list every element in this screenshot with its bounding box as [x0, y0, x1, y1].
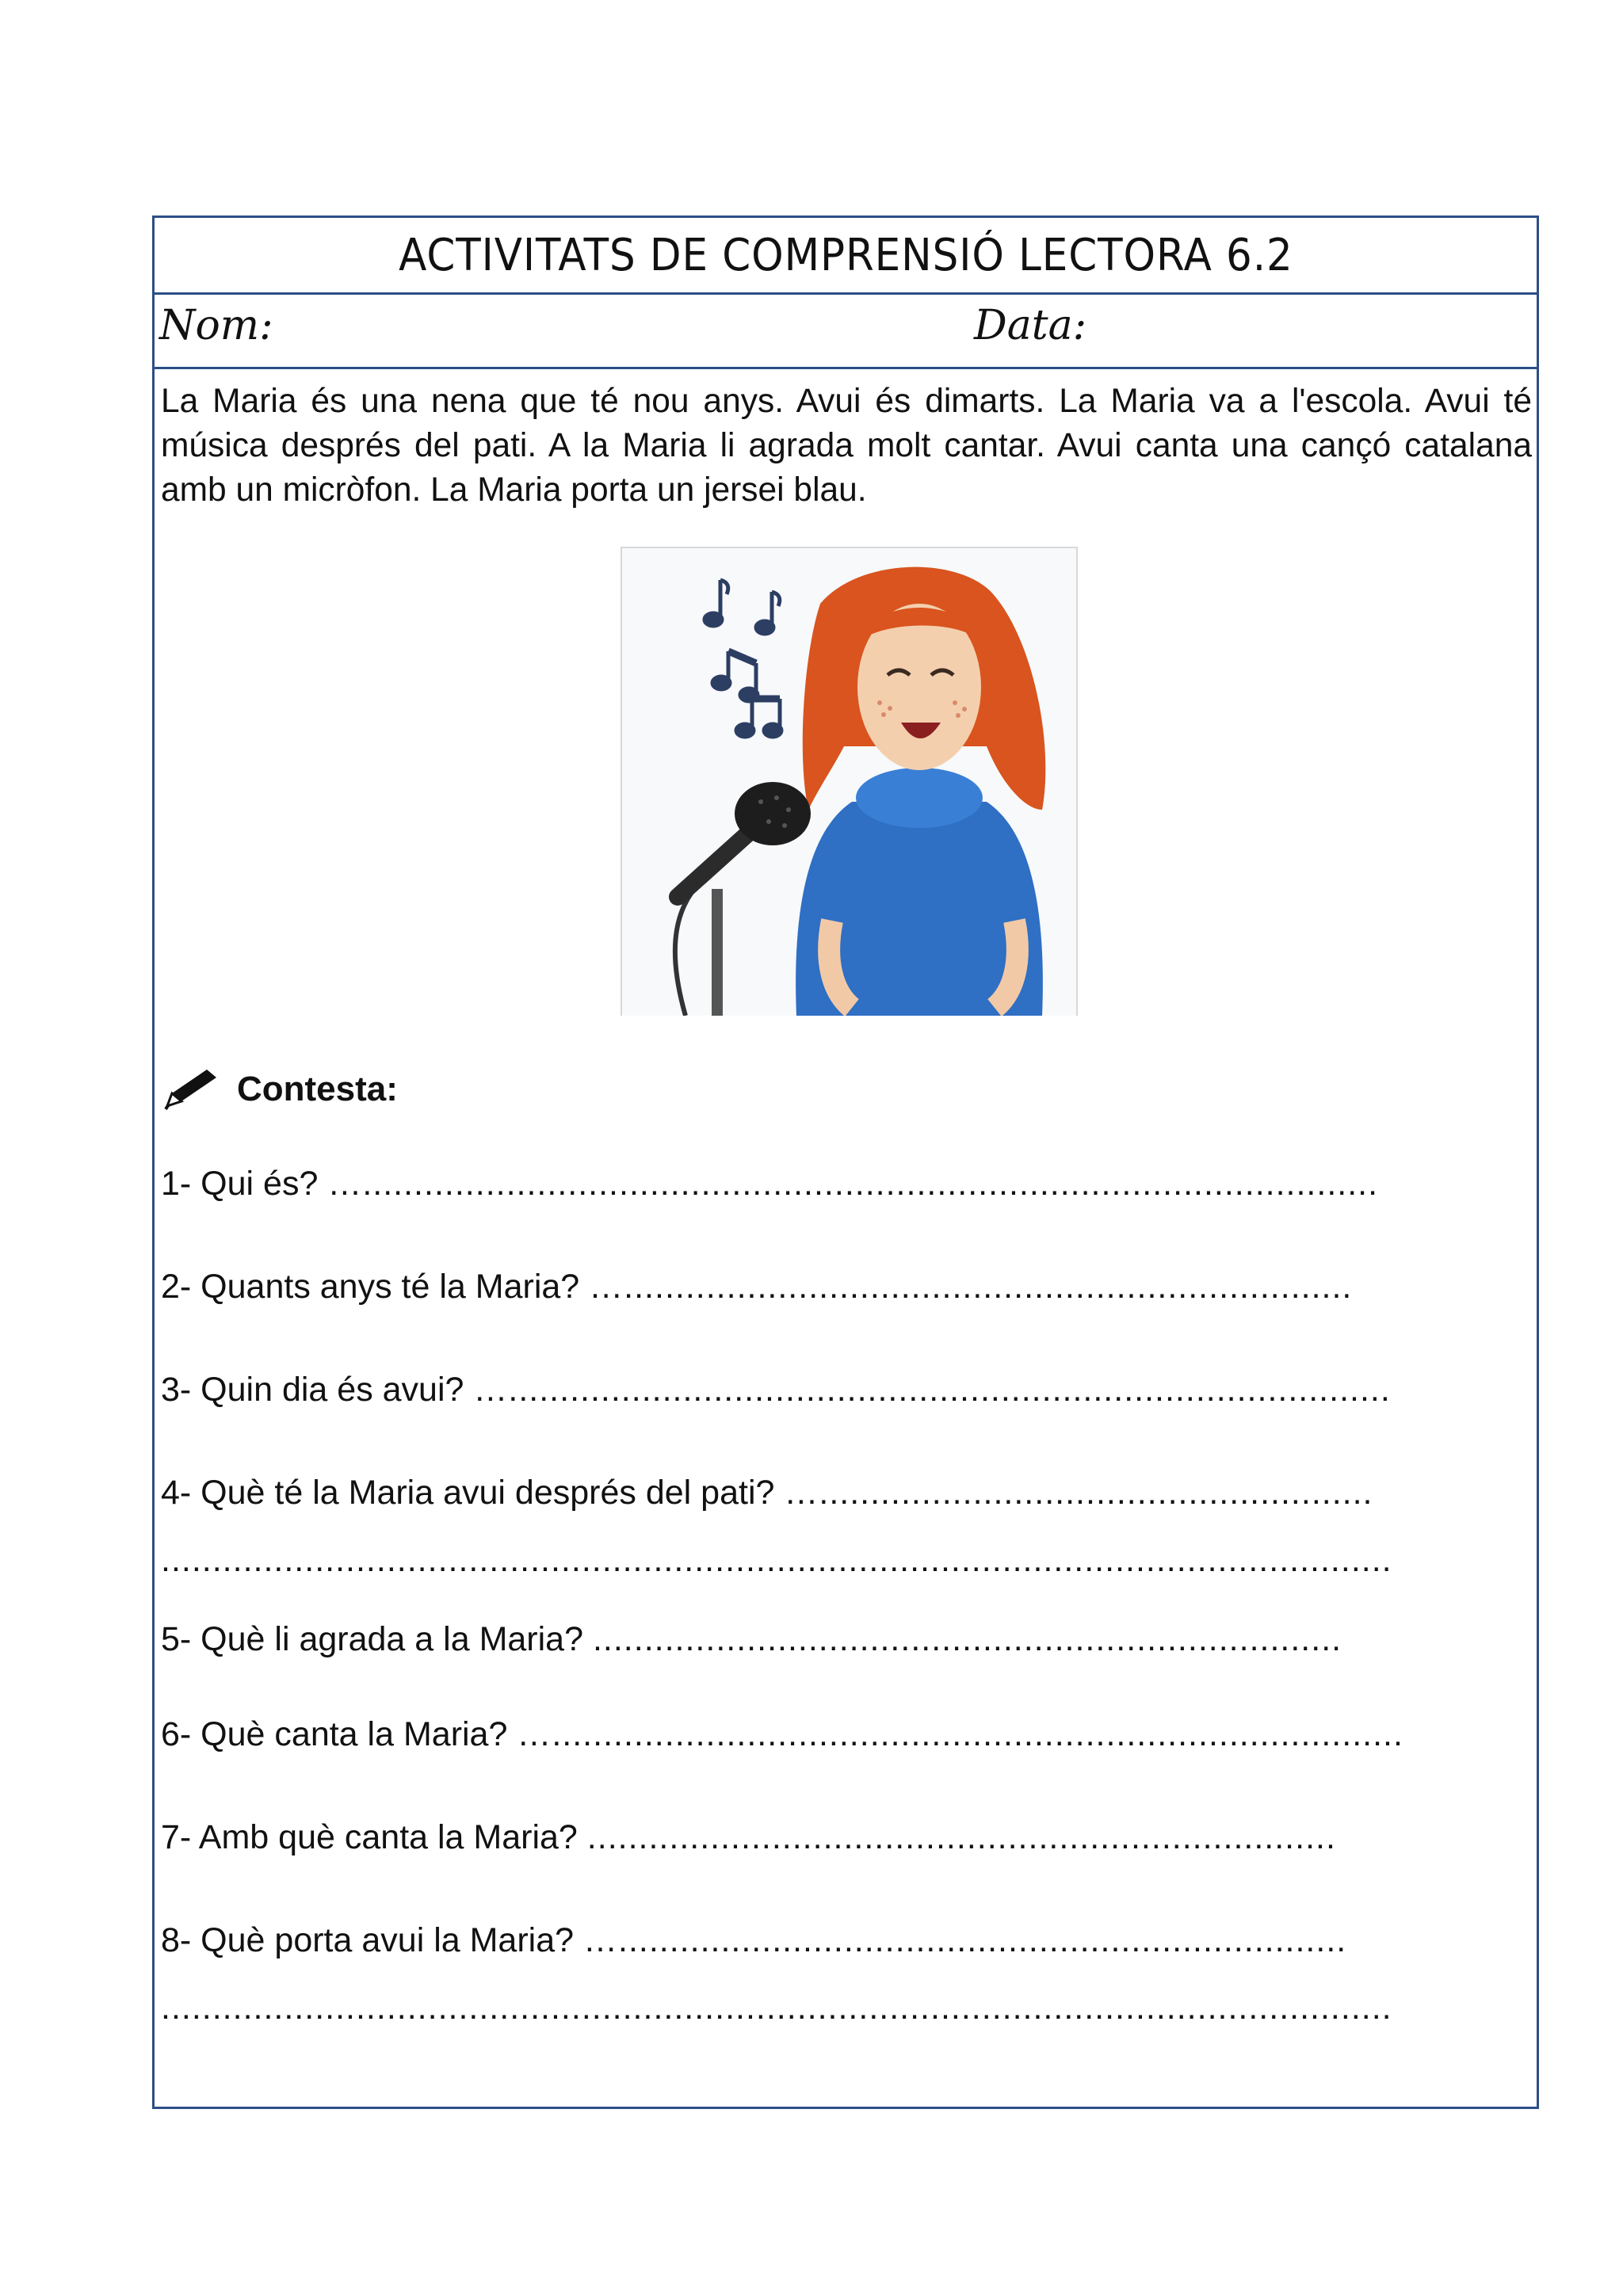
question-7: 7- Amb què canta la Maria? ......................................................................... — [161, 1818, 1336, 1856]
date-label: Data: — [974, 302, 1087, 349]
contesta-heading — [161, 1062, 398, 1117]
question-5: 5- Què li agrada a la Maria? ......................................................................... — [161, 1620, 1342, 1658]
music-notes-icon — [705, 580, 781, 737]
reading-passage: La Maria és una nena que té nou anys. Avui és dimarts. La Maria va a l'escola. Avui té música després del pati. A la Maria li agrada molt cantar. Avui canta una cançó catalana amb un micròfon. La Maria porta un jersei blau. — [161, 383, 1532, 509]
answer-line-4: ........................................................................................................................ — [161, 1541, 1392, 1579]
name-date-row — [155, 294, 1537, 369]
girl-singing-illustration — [621, 547, 1078, 1016]
question-3: 3- Quin dia és avui? …...................................................................................... — [161, 1371, 1391, 1409]
page-title: ACTIVITATS DE COMPRENSIÓ LECTORA 6.2 — [398, 229, 1293, 281]
title-row — [155, 218, 1537, 295]
answer-line-8: ........................................................................................................................ — [161, 1989, 1392, 2027]
worksheet-frame — [152, 215, 1539, 2109]
question-8: 8- Què porta avui la Maria? …....................................................................... — [161, 1921, 1347, 1959]
question-1: 1- Qui és? …................................................................................................... — [161, 1165, 1379, 1203]
question-6: 6- Què canta la Maria? …................................................................................... — [161, 1715, 1403, 1753]
pencil-icon — [161, 1065, 223, 1114]
question-4: 4- Què té la Maria avui després del pati? …...................................................... — [161, 1474, 1373, 1512]
name-label: Nom: — [159, 302, 273, 349]
question-2: 2- Quants anys té la Maria? …....................................................................... — [161, 1268, 1353, 1306]
contesta-label: Contesta: — [237, 1070, 398, 1108]
